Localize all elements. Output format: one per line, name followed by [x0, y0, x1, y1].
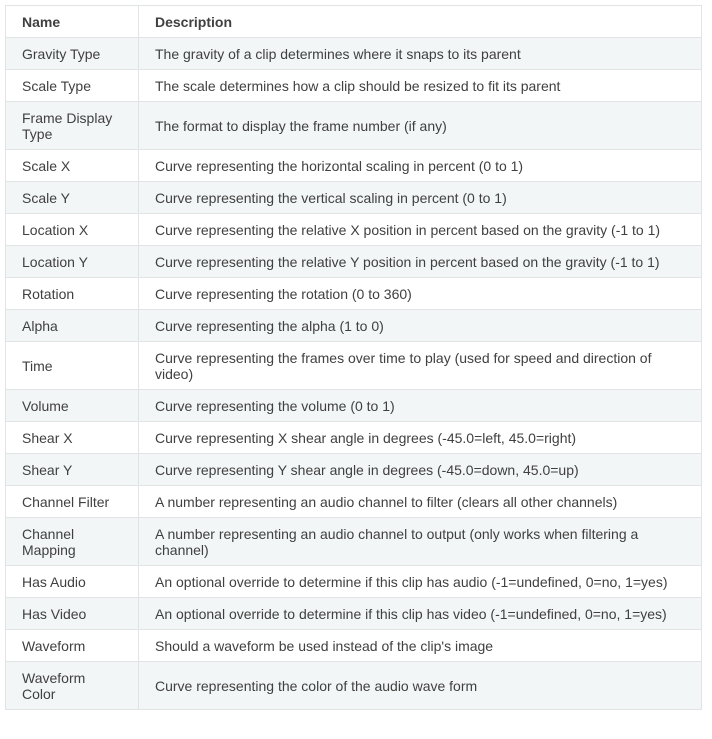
table-row [6, 390, 702, 422]
property-name: Rotation [6, 278, 139, 310]
table-row [6, 518, 702, 566]
property-description: A number representing an audio channel to filter (clears all other channels) [139, 486, 702, 518]
property-name: Scale Type [6, 70, 139, 102]
table-row [6, 566, 702, 598]
table-row [6, 486, 702, 518]
property-name: Location Y [6, 246, 139, 278]
property-description: Curve representing the volume (0 to 1) [139, 390, 702, 422]
property-description: Curve representing the relative X position in percent based on the gravity (-1 to 1) [139, 214, 702, 246]
property-name: Location X [6, 214, 139, 246]
property-description: Curve representing the vertical scaling in percent (0 to 1) [139, 182, 702, 214]
property-description: Curve representing the rotation (0 to 360) [139, 278, 702, 310]
table-row [6, 150, 702, 182]
table-row [6, 630, 702, 662]
description-column-header: Description [139, 6, 702, 38]
property-description: Curve representing the horizontal scaling in percent (0 to 1) [139, 150, 702, 182]
properties-table [5, 5, 702, 710]
property-name: Shear Y [6, 454, 139, 486]
table-row [6, 422, 702, 454]
property-description: A number representing an audio channel to output (only works when filtering a channel) [139, 518, 702, 566]
property-description: Should a waveform be used instead of the clip's image [139, 630, 702, 662]
property-name: Waveform [6, 630, 139, 662]
header-row [6, 6, 702, 38]
property-name: Volume [6, 390, 139, 422]
property-description: Curve representing the relative Y position in percent based on the gravity (-1 to 1) [139, 246, 702, 278]
property-name: Frame Display Type [6, 102, 139, 150]
table-row [6, 598, 702, 630]
name-column-header: Name [6, 6, 139, 38]
property-name: Has Video [6, 598, 139, 630]
table-row [6, 310, 702, 342]
table-row [6, 454, 702, 486]
property-description: Curve representing Y shear angle in degrees (-45.0=down, 45.0=up) [139, 454, 702, 486]
property-description: The format to display the frame number (if any) [139, 102, 702, 150]
property-name: Scale Y [6, 182, 139, 214]
table-row [6, 214, 702, 246]
property-description: An optional override to determine if this clip has video (-1=undefined, 0=no, 1=yes) [139, 598, 702, 630]
table-row [6, 70, 702, 102]
table-header [6, 6, 702, 38]
property-description: Curve representing the alpha (1 to 0) [139, 310, 702, 342]
property-name: Alpha [6, 310, 139, 342]
table-row [6, 342, 702, 390]
table-row [6, 38, 702, 70]
property-description: Curve representing the frames over time to play (used for speed and direction of video) [139, 342, 702, 390]
properties-table-container [5, 5, 701, 710]
property-description: Curve representing X shear angle in degrees (-45.0=left, 45.0=right) [139, 422, 702, 454]
property-name: Gravity Type [6, 38, 139, 70]
property-name: Waveform Color [6, 662, 139, 710]
property-name: Has Audio [6, 566, 139, 598]
table-body [6, 38, 702, 710]
property-name: Channel Filter [6, 486, 139, 518]
property-name: Shear X [6, 422, 139, 454]
property-name: Time [6, 342, 139, 390]
table-row [6, 662, 702, 710]
property-name: Scale X [6, 150, 139, 182]
table-row [6, 182, 702, 214]
property-description: The scale determines how a clip should be resized to fit its parent [139, 70, 702, 102]
property-name: Channel Mapping [6, 518, 139, 566]
table-row [6, 102, 702, 150]
table-row [6, 278, 702, 310]
table-row [6, 246, 702, 278]
property-description: An optional override to determine if this clip has audio (-1=undefined, 0=no, 1=yes) [139, 566, 702, 598]
property-description: Curve representing the color of the audio wave form [139, 662, 702, 710]
property-description: The gravity of a clip determines where it snaps to its parent [139, 38, 702, 70]
